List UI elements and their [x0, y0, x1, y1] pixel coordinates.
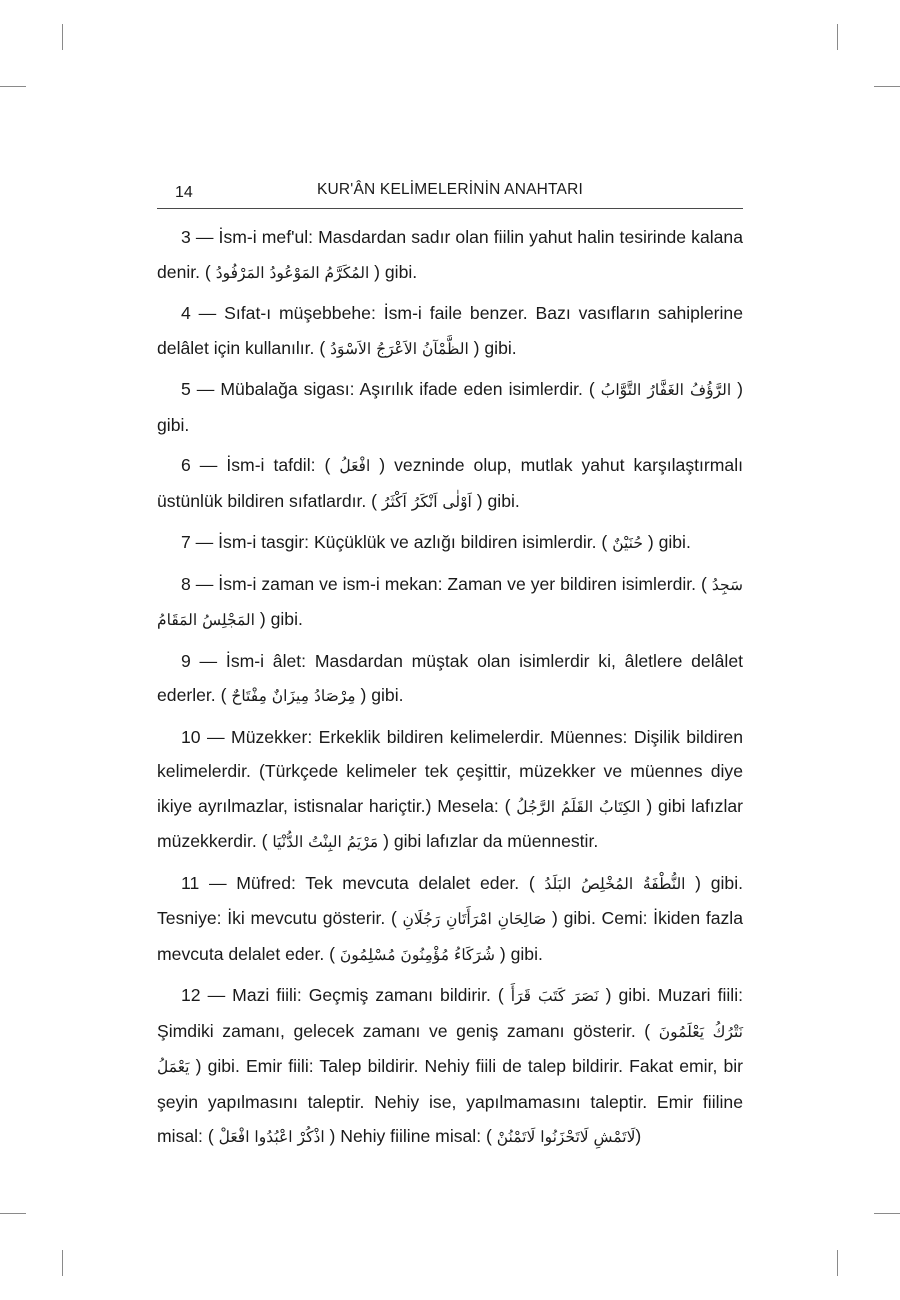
paragraph-text: ) gibi. Muzari fiili: Şimdiki zamanı, gelecek zamanı ve geniş zamanı gösterir. ( — [157, 985, 743, 1041]
arabic-example: سَجِدُ المَجْلِسُ المَقَامُ — [157, 575, 743, 629]
paragraph-text: ) gibi. — [369, 261, 418, 282]
arabic-example: المُكَرَّمُ المَوْعُودُ المَرْفُودُ — [215, 263, 370, 282]
crop-mark-top-right — [837, 24, 838, 50]
crop-mark-top-left — [62, 24, 63, 50]
paragraph-p4 — [157, 296, 743, 366]
arabic-example: لَاتَمْشِ لَاتَحْزَنُوا لَاتَمْنُنْ — [496, 1128, 636, 1146]
paragraph-text: 12 — Mazi fiili: Geçmiş zamanı bildirir. ( — [181, 985, 511, 1005]
arabic-example: مَرْيَمُ البِنْتُ الدُّنْيَا — [272, 833, 379, 851]
paragraph-text: 3 — İsm-i mef'ul: Masdardan sadır olan fiilin yahut halin tesirinde kalana denir. ( — [157, 227, 743, 282]
paragraph-p12 — [157, 978, 743, 1155]
paragraph-text: ) gibi. — [468, 337, 517, 358]
arabic-example: الرَّؤُفُ الغَفَّارُ التَّوَّابُ — [600, 381, 732, 399]
arabic-example: النُّطْفَةُ المُخْلِصُ البَلَدُ — [544, 874, 686, 893]
body-text — [157, 220, 743, 1161]
crop-mark-right-upper — [874, 86, 900, 87]
arabic-example: نَصَرَ كَتَبَ قَرَأَ — [510, 987, 599, 1005]
paragraph-text: ) Nehiy fiiline misal: ( — [324, 1126, 497, 1146]
crop-mark-right-lower — [874, 1213, 900, 1214]
paragraph-text: ) gibi. — [157, 379, 744, 435]
crop-mark-left-lower — [0, 1213, 26, 1214]
paragraph-p6 — [157, 448, 743, 519]
running-title: KUR'ÂN KELİMELERİNİN ANAHTARI — [316, 181, 583, 198]
paragraph-text: ) gibi. — [471, 490, 520, 511]
page-number: 14 — [175, 184, 193, 201]
paragraph-p7 — [157, 525, 743, 561]
paragraph-text: 11 — Müfred: Tek mevcuta delalet eder. ( — [181, 872, 545, 893]
paragraph-text: ) gibi. — [355, 685, 404, 705]
crop-mark-left-upper — [0, 86, 26, 87]
paragraph-text: 8 — İsm-i zaman ve ism-i mekan: Zaman ve yer bildiren isimlerdir. ( — [181, 573, 712, 594]
paragraph-text: ) gibi. Emir fiili: Talep bildirir. Nehiy fiili de talep bildirir. Fakat emir, bir şeyin yapılmasını taleptir. Nehiy ise, yapılmamasını taleptir. Emir fiiline misal: ( — [157, 1056, 743, 1146]
paragraph-text: ) gibi lafızlar müzekkerdir. ( — [157, 795, 743, 851]
arabic-example: مِرْصَادُ مِيزَانٌ مِفْتَاحٌ — [231, 687, 356, 705]
arabic-example: شُرَكَاءُ مُؤْمِنُونَ مُسْلِمُونَ — [339, 945, 495, 964]
paragraph-text: 5 — Mübalağa sigası: Aşırılık ifade eden isimlerdir. ( — [181, 379, 601, 399]
arabic-example: نَتْرُكُ يَعْلَمُونَ يَعْمَلُ — [157, 1022, 743, 1076]
page-header — [157, 180, 743, 209]
arabic-example: الكِتَابُ القَلَمُ الرَّجُلُ — [516, 797, 641, 816]
arabic-example: الظَّمْآنُ الاَعْرَجُ الاَسْوَدُ — [330, 339, 469, 358]
paragraph-text: ) gibi. Tesniye: İki mevcutu gösterir. ( — [157, 872, 743, 928]
paragraph-p8 — [157, 567, 743, 638]
paragraph-p11 — [157, 866, 743, 973]
paragraph-text: 6 — İsm-i tafdil: ( — [181, 455, 340, 475]
paragraph-text: ) gibi. — [642, 532, 691, 552]
arabic-example: اَوْلٰى اَنْكَرُ اَكْثَرُ — [381, 492, 472, 511]
arabic-example: صَالِحَانِ امْرَأَتَانِ رَجُلَانِ — [402, 910, 547, 928]
paragraph-text: 4 — Sıfat-ı müşebbehe: İsm-i faile benzer. Bazı vasıfların sahiplerine delâlet için kullanılır. ( — [157, 303, 743, 358]
paragraph-p5 — [157, 372, 743, 442]
paragraph-p9 — [157, 644, 743, 714]
paragraph-text: ) gibi. — [254, 609, 303, 629]
paragraph-text: ) vezninde olup, mutlak yahut karşılaştırmalı üstünlük bildiren sıfatlardır. ( — [157, 455, 743, 511]
paragraph-p3 — [157, 220, 743, 290]
paragraph-text: ) gibi. — [494, 943, 543, 964]
crop-mark-bottom-left — [62, 1250, 63, 1276]
paragraph-p10 — [157, 720, 743, 860]
arabic-example: اذْكُرْ اعْبُدُوا افْعَلْ — [218, 1128, 325, 1146]
arabic-example: حُنَيْنٌ — [612, 534, 643, 552]
paragraph-text: 10 — Müzekker: Erkeklik bildiren kelimelerdir. Müennes: Dişilik bildiren kelimelerdir. (Türkçede kelimeler tek çeşittir, müzekker ve müennes diye ikiye ayrılmazlar, istisnalar hariçtir.) Mesela: ( — [157, 726, 743, 816]
arabic-example: افْعَلُ — [339, 457, 371, 475]
paragraph-text: ) gibi. Cemi: İkiden fazla mevcuta delalet eder. ( — [157, 908, 743, 964]
paragraph-text: ) — [635, 1126, 642, 1146]
paragraph-text: 9 — İsm-i âlet: Masdardan müştak olan isimlerdir ki, âletlere delâlet ederler. ( — [157, 650, 743, 705]
crop-mark-bottom-right — [837, 1250, 838, 1276]
paragraph-text: ) gibi lafızlar da müennestir. — [378, 831, 599, 851]
paragraph-text: 7 — İsm-i tasgir: Küçüklük ve azlığı bildiren isimlerdir. ( — [181, 532, 613, 552]
